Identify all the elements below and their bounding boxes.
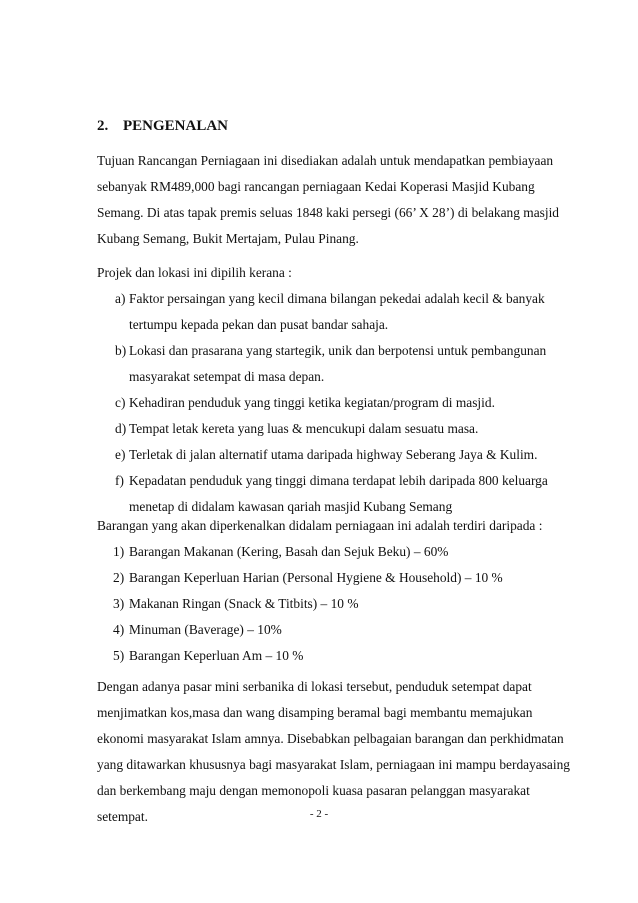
text-line: dan berkembang maju dengan memonopoli kuasa pasaran pelanggan masyarakat bbox=[97, 783, 530, 798]
list-item bbox=[97, 338, 597, 390]
list-marker: a) bbox=[115, 291, 126, 306]
list-item bbox=[97, 591, 597, 617]
list-item bbox=[97, 416, 597, 442]
page-number: - 2 - bbox=[309, 808, 329, 820]
reasons-list bbox=[97, 286, 597, 520]
list-item bbox=[97, 286, 597, 338]
text-line: Dengan adanya pasar mini serbanika di lokasi tersebut, penduduk setempat dapat bbox=[97, 679, 532, 694]
text-line: Tujuan Rancangan Perniagaan ini disediakan adalah untuk mendapatkan pembiayaan bbox=[97, 153, 554, 168]
list-marker: 3) bbox=[113, 596, 125, 611]
text-line: tertumpu kepada pekan dan pusat bandar sahaja. bbox=[129, 317, 389, 332]
text-line: Barangan Keperluan Harian (Personal Hygiene & Household) – 10 % bbox=[129, 570, 503, 585]
list-marker: b) bbox=[115, 343, 127, 358]
text-line: Tempat letak kereta yang luas & mencukupi dalam sesuatu masa. bbox=[129, 421, 479, 436]
goods-list bbox=[97, 539, 597, 669]
text-line: Kehadiran penduduk yang tinggi ketika kegiatan/program di masjid. bbox=[129, 395, 495, 410]
text-line: setempat. bbox=[97, 809, 148, 824]
text-line: Lokasi dan prasarana yang startegik, unik dan berpotensi untuk pembangunan bbox=[129, 343, 547, 358]
text-line: Barangan Makanan (Kering, Basah dan Sejuk Beku) – 60% bbox=[129, 544, 449, 559]
list-marker: 4) bbox=[113, 622, 125, 637]
section-title: PENGENALAN bbox=[123, 118, 229, 134]
list-item bbox=[97, 390, 597, 416]
list-marker: e) bbox=[115, 447, 126, 462]
text-line: ekonomi masyarakat Islam amnya. Disebabkan pelbagaian barangan dan perkhidmatan bbox=[97, 731, 564, 746]
list-marker: c) bbox=[115, 395, 126, 410]
list-marker: 2) bbox=[113, 570, 125, 585]
goods-section bbox=[97, 513, 597, 669]
goods-lead: Barangan yang akan diperkenalkan didalam perniagaan ini adalah terdiri daripada : bbox=[97, 518, 543, 533]
list-marker: d) bbox=[115, 421, 127, 436]
list-marker: f) bbox=[115, 473, 124, 488]
list-item bbox=[97, 565, 597, 591]
text-line: Faktor persaingan yang kecil dimana bilangan pekedai adalah kecil & banyak bbox=[129, 291, 545, 306]
list-item bbox=[97, 617, 597, 643]
text-line: Terletak di jalan alternatif utama daripada highway Seberang Jaya & Kulim. bbox=[129, 447, 538, 462]
text-line: yang ditawarkan khususnya bagi masyarakat Islam, perniagaan ini mampu berdayasaing bbox=[97, 757, 570, 772]
text-line: Kepadatan penduduk yang tinggi dimana terdapat lebih daripada 800 keluarga bbox=[129, 473, 548, 488]
text-line: menetap di didalam kawasan qariah masjid Kubang Semang bbox=[129, 499, 453, 514]
list-item bbox=[97, 643, 597, 669]
list-marker: 5) bbox=[113, 648, 125, 663]
text-line: Kubang Semang, Bukit Mertajam, Pulau Pinang. bbox=[97, 231, 359, 246]
text-line: menjimatkan kos,masa dan wang disamping beramal bagi membantu memajukan bbox=[97, 705, 533, 720]
closing-paragraph bbox=[97, 674, 597, 830]
reasons-section bbox=[97, 260, 597, 520]
text-line: Barangan Keperluan Am – 10 % bbox=[129, 648, 304, 663]
text-line: sebanyak RM489,000 bagi rancangan perniagaan Kedai Koperasi Masjid Kubang bbox=[97, 179, 535, 194]
section-heading bbox=[97, 118, 228, 135]
intro-paragraph bbox=[97, 148, 597, 252]
list-item bbox=[97, 539, 597, 565]
reasons-lead: Projek dan lokasi ini dipilih kerana : bbox=[97, 265, 292, 280]
section-number: 2. bbox=[97, 118, 109, 134]
text-line: Makanan Ringan (Snack & Titbits) – 10 % bbox=[129, 596, 359, 611]
list-item bbox=[97, 442, 597, 468]
text-line: Minuman (Baverage) – 10% bbox=[129, 622, 282, 637]
text-line: Semang. Di atas tapak premis seluas 1848 kaki persegi (66’ X 28’) di belakang masjid bbox=[97, 205, 559, 220]
text-line: masyarakat setempat di masa depan. bbox=[129, 369, 325, 384]
list-marker: 1) bbox=[113, 544, 125, 559]
